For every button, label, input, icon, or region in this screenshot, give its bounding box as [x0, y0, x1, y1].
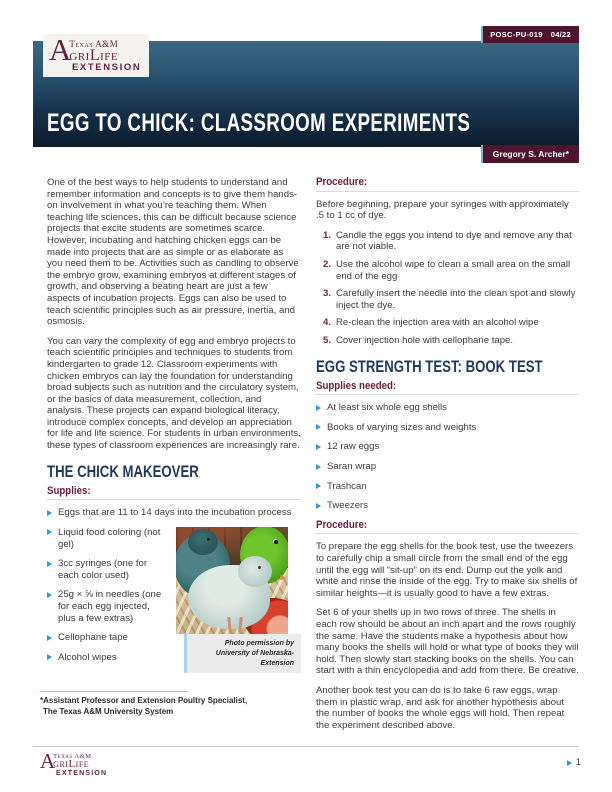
- bullet-triangle-icon: [316, 405, 321, 411]
- intro-paragraph-2: You can vary the complexity of egg and embryo projects to teach scientific principles and techniques to students from kindergarten to grade 12. Classroom experiments with chicken embryos can lay the foundation for understanding broad subjects such as nutrition and the circulatory system, or the basics of data measurement, collection, and analysis. These projects can expand biological literacy, introduce complex concepts, and develop an appreciation for life and life science. For students in urban environments, these types of classroom experiences are increasingly rare.: [47, 335, 301, 452]
- logo-extension-text: EXTENSION: [72, 62, 142, 74]
- book-test-paragraph-2: Set 6 of your shells up in two rows of three. The shells in each row should be about an inch apart and the rows roughly the same. Have the students make a hypothesis about how many books the shells will hold or what type of books they will hold. Then slowly start stacking books on the shells. You can start with a thin encyclopedia and add from there. Be creative.: [316, 607, 579, 677]
- page-number-value: 1: [575, 757, 581, 768]
- list-item: Liquid food coloring (not gel): [47, 527, 168, 550]
- supplies-list: [47, 527, 168, 671]
- title-banner: [33, 30, 579, 159]
- list-item: Eggs that are 11 to 14 days into the incubation process: [47, 507, 301, 519]
- bullet-triangle-icon: [47, 510, 52, 516]
- agrilife-logo-header: [43, 34, 149, 77]
- logo-agrilife-text: griLife: [69, 46, 119, 64]
- supplies-subheading: Supplies:: [47, 486, 301, 501]
- logo-extension-text: EXTENSION: [56, 770, 108, 778]
- bullet-triangle-icon: [47, 529, 52, 535]
- footnote-line-1: *Assistant Professor and Extension Poultry Specialist,: [40, 696, 248, 705]
- publication-date: 04/22: [550, 30, 571, 39]
- procedure-step: 5. Cover injection hole with cellophane tape.: [322, 334, 514, 346]
- bullet-triangle-icon: [47, 654, 52, 660]
- procedure-steps: [316, 230, 579, 347]
- bullet-triangle-icon: [316, 483, 321, 489]
- page-marker-icon: [567, 760, 572, 766]
- footer-divider: [33, 746, 579, 747]
- publication-id: POSC-PU-019: [490, 30, 543, 39]
- procedure-subheading: Procedure:: [316, 177, 579, 192]
- footnote-line-2: The Texas A&M University System: [43, 706, 174, 716]
- photo-block: [176, 527, 308, 675]
- supplies-list-top: [47, 507, 301, 519]
- procedure-step: 3. Carefully insert the needle into the clean spot and slowly inject the dye.: [322, 288, 576, 311]
- list-item: Alcohol wipes: [47, 652, 168, 664]
- agrilife-logo: [49, 32, 142, 74]
- book-test-procedure-subheading: Procedure:: [316, 520, 579, 535]
- page-number: [567, 757, 581, 768]
- page-title: EGG TO CHICK: CLASSROOM EXPERIMENTS: [47, 109, 471, 137]
- agrilife-logo-initial: A: [40, 749, 56, 773]
- photo-caption: Photo permission by University of Nebraska-Extension: [184, 634, 301, 673]
- book-test-paragraph-3: Another book test you can do is to take 6 raw eggs, wrap them in plastic wrap, and ask for another hypothesis about the number of books the whole eggs will hold. Then repeat the experiment described above.: [316, 684, 565, 731]
- procedure-step: 1. Candle the eggs you intend to dye and remove any that are not viable.: [322, 229, 572, 253]
- chicks-photo: [176, 527, 288, 634]
- procedure-intro: Before beginning, prepare your syringes with approximately .5 to 1 cc of dye.: [316, 198, 569, 222]
- section-heading-chick-makeover: THE CHICK MAKEOVER: [47, 462, 199, 481]
- author-footnote: [40, 691, 280, 718]
- author-badge: Gregory S. Archer*: [481, 145, 579, 163]
- list-item: Tweezers: [316, 500, 579, 512]
- bullet-triangle-icon: [316, 464, 321, 470]
- list-item: 3cc syringes (one for each color used): [47, 558, 168, 581]
- bullet-triangle-icon: [47, 635, 52, 641]
- bullet-triangle-icon: [316, 444, 321, 450]
- list-item: 12 raw eggs: [316, 441, 579, 453]
- supplies-needed-subheading: Supplies needed:: [316, 381, 579, 396]
- right-column: [316, 177, 579, 739]
- logo-texasam-text: Texas A&M: [53, 752, 92, 760]
- procedure-step: 2. Use the alcohol wipe to clean a small area on the small end of the egg: [322, 258, 571, 282]
- intro-paragraph-1: One of the best ways to help students to understand and remember information and concepts is to give them hands-on involvement in what you’re teaching them. When teaching life sciences, this can be difficult because science projects that excite students are sometimes scarce. However, incubating and hatching chicken eggs can be made into projects that are as simple or as elaborate as you need them to be. Activities such as candling to observe the embryo grow, examining embryos at different stages of growth, and observing a beating heart are just a few aspects of incubation projects. Eggs can also be used to teach scientific principles such as air pressure, inertia, and osmosis.: [47, 177, 299, 328]
- list-item: Books of varying sizes and weights: [316, 422, 579, 434]
- bullet-triangle-icon: [316, 503, 321, 509]
- book-test-paragraph-1: To prepare the egg shells for the book test, use the tweezers to carefully chip a small circle from the small end of the egg until the egg will “sit-up” on its end. Dump out the yolk and white and rinse the inside of the egg. Try to make six shells of similar heights—it is usually good to have a few extras.: [316, 541, 578, 599]
- supplies-and-photo-row: [47, 527, 301, 675]
- procedure-step: 4. Re-clean the injection area with an alcohol wipe: [322, 317, 539, 329]
- agrilife-logo-footer: [40, 749, 108, 778]
- book-test-supplies-list: [316, 402, 579, 512]
- list-item: At least six whole egg shells: [316, 402, 579, 414]
- list-item: Trashcan: [316, 481, 579, 493]
- list-item: Saran wrap: [316, 461, 579, 473]
- logo-agrilife-text: griLife: [53, 758, 90, 771]
- left-column: [47, 177, 301, 675]
- list-item: Cellophane tape: [47, 632, 168, 644]
- list-item: 25g × ⅝ in needles (one for each egg injected, plus a few extras): [47, 589, 168, 624]
- section-heading-book-test: EGG STRENGTH TEST: BOOK TEST: [316, 357, 543, 376]
- agrilife-logo: [40, 749, 108, 778]
- publication-id-badge: [481, 26, 579, 43]
- footnote-divider: [40, 691, 188, 692]
- bullet-triangle-icon: [316, 424, 321, 430]
- bullet-triangle-icon: [47, 561, 52, 567]
- logo-texasam-text: Texas A&M: [69, 38, 119, 49]
- bullet-triangle-icon: [47, 592, 52, 598]
- agrilife-logo-initial: A: [49, 32, 72, 67]
